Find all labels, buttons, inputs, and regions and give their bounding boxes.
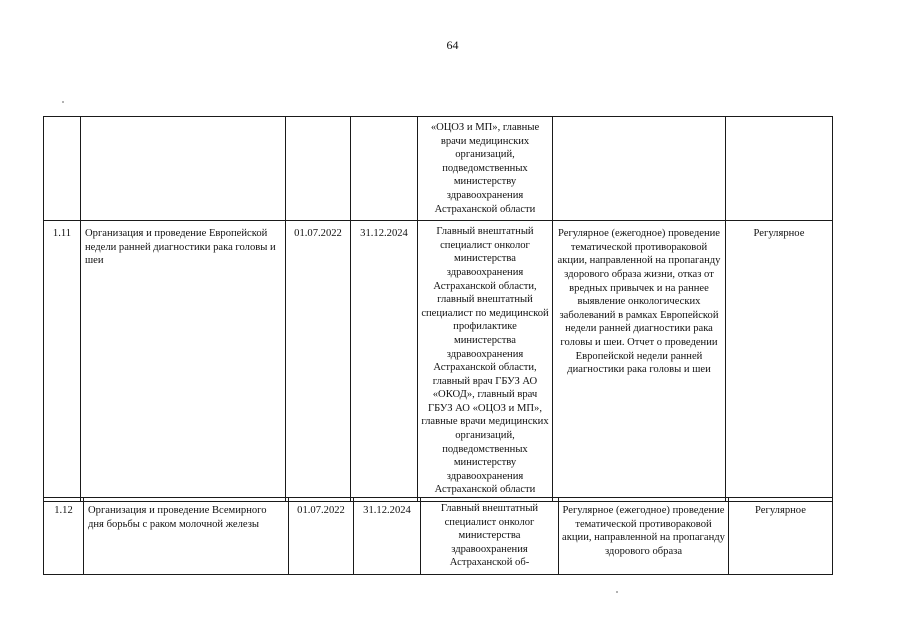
table-row [44, 498, 833, 575]
plan-table-continued [43, 497, 833, 575]
responsible-cell: «ОЦОЗ и МП», главные врачи медицинских организаций, подведомственных министерству здравоохранения Астраханской области [418, 117, 553, 221]
page-number: 64 [446, 38, 459, 52]
start-date-cell: 01.07.2022 [289, 498, 354, 575]
result-cell: Регулярное (ежегодное) проведение тематической противораковой акции, направленной на пропаганду здорового образа жизни, отказ от вредных привычек и на раннее выявление онкологических заболеваний в рамках Европейской недели ранней диагностики рака головы и шеи. Отчет о проведении Европейской недели ранней диагностики рака головы и шеи [553, 221, 726, 502]
row-number-cell: 1.12 [44, 498, 84, 575]
result-cell: Регулярное (ежегодное) проведение тематической противораковой акции, направленной на пропаганду здорового образа [559, 498, 729, 575]
frequency-cell: Регулярное [726, 221, 833, 502]
event-title-cell: Организация и проведение Европейской недели ранней диагностики рака головы и шеи [81, 221, 286, 502]
end-date-cell: 31.12.2024 [354, 498, 421, 575]
row-number-cell: 1.11 [44, 221, 81, 502]
responsible-cell: Главный внештатный специалист онколог министерства здравоохранения Астраханской области, главный внештатный специалист по медицинской профилактике министерства здравоохранения Астраханской области, главный врач ГБУЗ АО «ОКОД», главный врач ГБУЗ АО «ОЦОЗ и МП», главные врачи медицинских организаций, подведомственных министерству здравоохранения Астраханской области [418, 221, 553, 502]
end-date-cell [351, 117, 418, 221]
frequency-cell [726, 117, 833, 221]
table-row [44, 221, 833, 502]
start-date-cell: 01.07.2022 [286, 221, 351, 502]
frequency-cell: Регулярное [729, 498, 833, 575]
scan-speck [616, 591, 618, 593]
start-date-cell [286, 117, 351, 221]
event-title-cell [81, 117, 286, 221]
row-number-cell [44, 117, 81, 221]
table-row [44, 117, 833, 221]
end-date-cell: 31.12.2024 [351, 221, 418, 502]
result-cell [553, 117, 726, 221]
scan-speck [62, 101, 64, 103]
event-title-cell: Организация и проведение Всемирного дня борьбы с раком молочной железы [84, 498, 289, 575]
responsible-cell: Главный внештатный специалист онколог министерства здравоохранения Астраханской об- [421, 498, 559, 575]
plan-table [43, 116, 833, 502]
